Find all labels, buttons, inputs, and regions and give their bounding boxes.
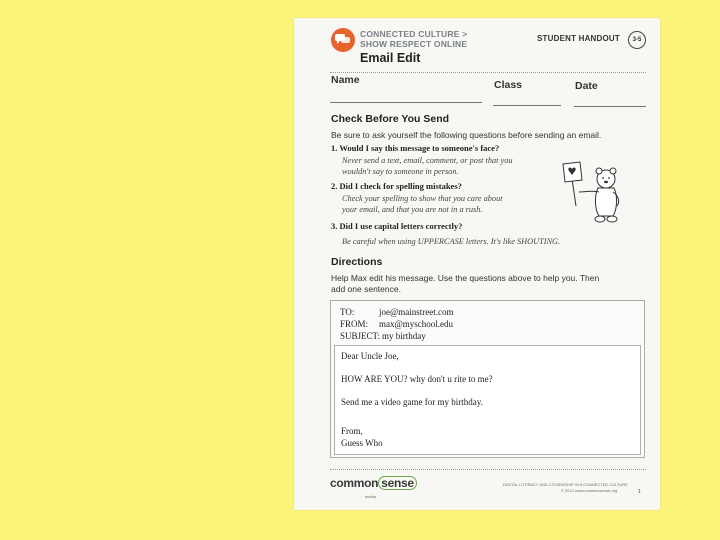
email-signature: Guess Who <box>341 438 383 448</box>
email-to-value: joe@mainstreet.com <box>379 307 454 317</box>
directions-line-1: Help Max edit his message. Use the questions above to help you. Then <box>331 273 600 283</box>
question-1-line-1: Never send a text, email, comment, or post that you <box>342 156 513 165</box>
series-breadcrumb <box>360 29 467 49</box>
name-line[interactable] <box>330 102 482 103</box>
name-label: Name <box>331 74 360 86</box>
footer-line-1: DIGITAL LITERACY AND CITIZENSHIP IN A CONNECTED CULTURE <box>503 483 628 487</box>
class-label: Class <box>494 79 523 91</box>
question-3-line-1: Be careful when using UPPERCASE letters. It's like SHOUTING. <box>342 237 561 246</box>
email-to-label: TO: <box>340 307 355 317</box>
email-line-1: HOW ARE YOU? why don't u rite to me? <box>341 374 493 384</box>
directions-heading: Directions <box>331 256 383 268</box>
page-number: 1 <box>638 489 641 495</box>
question-2-line-1: Check your spelling to show that you care about <box>342 194 503 203</box>
date-label: Date <box>575 80 598 92</box>
question-2-line-2: your email, and that you are not in a rush. <box>342 205 483 214</box>
series-line-1: CONNECTED CULTURE > <box>360 29 468 39</box>
series-line-2: SHOW RESPECT ONLINE <box>360 39 468 49</box>
handout-label: STUDENT HANDOUT <box>537 34 620 43</box>
email-subject-label: SUBJECT: <box>340 331 381 341</box>
question-3-title: 3. Did I use capital letters correctly? <box>331 221 463 231</box>
question-1-title: 1. Would I say this message to someone's face? <box>331 143 500 153</box>
email-subject-value: my birthday <box>382 331 426 341</box>
footer-text <box>503 482 628 494</box>
footer-divider <box>330 469 646 470</box>
question-2-title: 2. Did I check for spelling mistakes? <box>331 181 462 191</box>
email-box <box>330 300 645 458</box>
email-body[interactable] <box>334 345 641 455</box>
grade-badge: 3-5 <box>628 31 646 49</box>
check-heading: Check Before You Send <box>331 113 450 125</box>
class-line[interactable] <box>493 105 561 106</box>
brand-text-sense: sense <box>378 476 417 490</box>
email-from-label: FROM: <box>340 319 369 329</box>
email-line-2: Send me a video game for my birthday. <box>341 397 483 407</box>
question-1-line-2: wouldn't say to someone in person. <box>342 167 459 176</box>
bear-with-heart-flag-illustration <box>562 158 632 233</box>
brand-subtext: media <box>365 494 376 499</box>
footer-line-2: © 2012 www.commonsense.org <box>561 489 618 493</box>
brand-text-common: common <box>330 476 379 490</box>
email-from-value: max@myschool.edu <box>379 319 454 329</box>
directions-line-2: add one sentence. <box>331 284 401 294</box>
email-closing: From, <box>341 426 363 436</box>
brand-logo <box>330 476 417 490</box>
email-greeting: Dear Uncle Joe, <box>341 351 399 361</box>
speech-bubbles-icon <box>331 28 355 52</box>
handout-sheet <box>294 18 660 510</box>
page-title: Email Edit <box>360 51 421 65</box>
header-divider <box>330 72 646 73</box>
check-intro: Be sure to ask yourself the following questions before sending an email. <box>331 130 602 140</box>
date-line[interactable] <box>574 106 646 107</box>
